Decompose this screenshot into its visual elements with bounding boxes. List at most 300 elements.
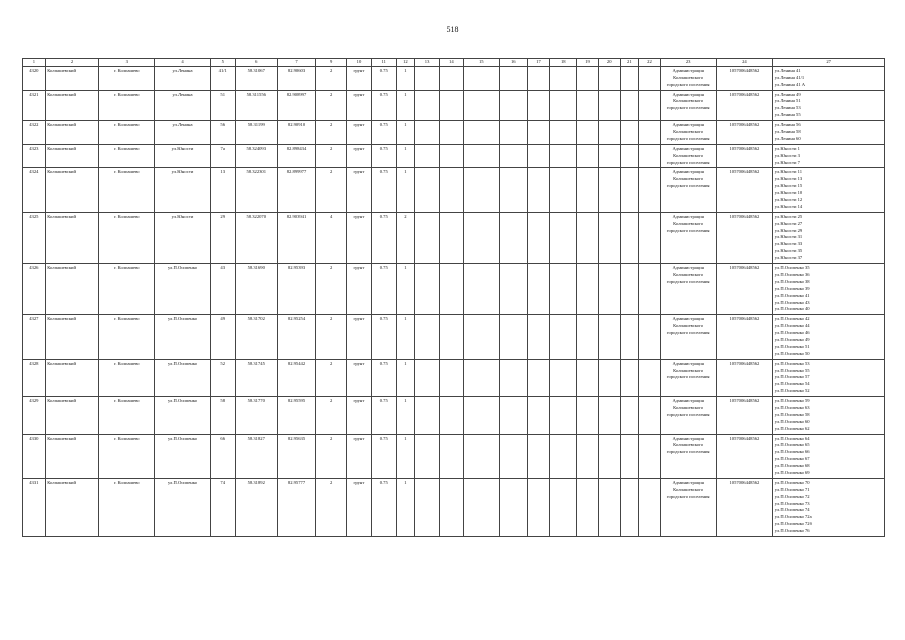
address-line: ул.Ленина 41 А bbox=[774, 81, 806, 87]
address-line: ул.П.Осипенко 72а bbox=[774, 514, 812, 520]
empty-cell bbox=[499, 478, 527, 536]
owner-cell: Администрация Колпашевского городского поселения bbox=[660, 359, 716, 396]
address-line: ул.П.Осипенко 59 bbox=[774, 398, 810, 404]
address-line: ул.П.Осипенко 52 bbox=[774, 388, 810, 394]
empty-cell bbox=[463, 144, 499, 168]
district-cell: Колпашевский bbox=[45, 264, 99, 315]
empty-cell bbox=[577, 434, 599, 478]
address-line: ул.П.Осипенко 68 bbox=[774, 463, 810, 469]
surface-type-cell: грунт bbox=[347, 397, 372, 434]
district-cell: Колпашевский bbox=[45, 315, 99, 359]
ogrn-cell: 1057006448562 bbox=[716, 397, 773, 434]
ogrn-cell: 1057006448562 bbox=[716, 144, 773, 168]
register-table bbox=[22, 58, 885, 537]
table-row bbox=[23, 121, 885, 145]
ogrn-cell: 1057006448562 bbox=[716, 478, 773, 536]
empty-cell bbox=[415, 359, 440, 396]
street-cell: ул.П.Осипенко bbox=[155, 315, 211, 359]
column-header: 5 bbox=[210, 59, 235, 67]
street-cell: ул.П.Осипенко bbox=[155, 397, 211, 434]
empty-cell bbox=[639, 315, 661, 359]
column-header: 19 bbox=[577, 59, 599, 67]
address-line: ул.П.Осипенко 72б bbox=[774, 521, 812, 527]
city-cell: г. Колпашево bbox=[99, 90, 155, 121]
column-header: 11 bbox=[371, 59, 396, 67]
address-line: ул.П.Осипенко 36 bbox=[774, 271, 810, 277]
address-line: ул.Юности 11 bbox=[774, 169, 803, 175]
empty-cell bbox=[415, 397, 440, 434]
empty-cell bbox=[463, 121, 499, 145]
address-line: ул.П.Осипенко 64 bbox=[774, 435, 810, 441]
empty-cell bbox=[620, 315, 639, 359]
latitude-cell: 58.31702 bbox=[235, 315, 277, 359]
empty-cell bbox=[598, 397, 620, 434]
address-line: ул.П.Осипенко 40 bbox=[774, 306, 810, 312]
surface-type-cell: грунт bbox=[347, 90, 372, 121]
ogrn-cell: 1057006448562 bbox=[716, 121, 773, 145]
owner-cell: Администрация Колпашевского городского поселения bbox=[660, 315, 716, 359]
empty-cell bbox=[439, 359, 463, 396]
served-addresses-cell bbox=[773, 168, 885, 212]
empty-cell bbox=[577, 66, 599, 90]
empty-cell bbox=[463, 90, 499, 121]
address-line: ул.П.Осипенко 43 bbox=[774, 299, 810, 305]
owner-cell: Администрация Колпашевского городского поселения bbox=[660, 121, 716, 145]
street-cell: ул.Юности bbox=[155, 168, 211, 212]
ogrn-cell: 1057006448562 bbox=[716, 434, 773, 478]
address-line: ул.Ленина 53 bbox=[774, 105, 801, 111]
owner-cell: Администрация Колпашевского городского поселения bbox=[660, 66, 716, 90]
empty-cell bbox=[598, 121, 620, 145]
district-cell: Колпашевский bbox=[45, 397, 99, 434]
city-cell: г. Колпашево bbox=[99, 66, 155, 90]
empty-cell bbox=[415, 168, 440, 212]
empty-cell bbox=[527, 90, 550, 121]
table-row bbox=[23, 478, 885, 536]
empty-cell bbox=[415, 434, 440, 478]
empty-cell bbox=[439, 478, 463, 536]
surface-type-cell: грунт bbox=[347, 212, 372, 263]
longitude-cell: 82.95442 bbox=[277, 359, 315, 396]
empty-cell bbox=[499, 168, 527, 212]
containers-count-cell: 2 bbox=[316, 168, 347, 212]
house-number-cell: 41/1 bbox=[210, 66, 235, 90]
address-line: ул.Юности 1 bbox=[774, 145, 800, 151]
table-row bbox=[23, 66, 885, 90]
empty-cell bbox=[577, 121, 599, 145]
column-header: 15 bbox=[463, 59, 499, 67]
surface-type-cell: грунт bbox=[347, 478, 372, 536]
address-line: ул.П.Осипенко 38 bbox=[774, 278, 810, 284]
table-row bbox=[23, 212, 885, 263]
empty-cell bbox=[550, 212, 577, 263]
empty-cell bbox=[639, 359, 661, 396]
owner-cell: Администрация Колпашевского городского поселения bbox=[660, 478, 716, 536]
latitude-cell: 58.324093 bbox=[235, 144, 277, 168]
city-cell: г. Колпашево bbox=[99, 212, 155, 263]
record-id: 4331 bbox=[23, 478, 46, 536]
containers-count-cell: 2 bbox=[316, 434, 347, 478]
empty-cell bbox=[439, 168, 463, 212]
empty-cell bbox=[550, 434, 577, 478]
column-header: 23 bbox=[660, 59, 716, 67]
address-line: ул.П.Осипенко 60 bbox=[774, 418, 810, 424]
column-header: 2 bbox=[45, 59, 99, 67]
house-number-cell: 29 bbox=[210, 212, 235, 263]
empty-cell bbox=[415, 144, 440, 168]
empty-cell bbox=[527, 121, 550, 145]
latitude-cell: 58.31745 bbox=[235, 359, 277, 396]
empty-cell bbox=[620, 144, 639, 168]
address-line: ул.Ленина 60 bbox=[774, 135, 801, 141]
latitude-cell: 58.311556 bbox=[235, 90, 277, 121]
column-header: 12 bbox=[396, 59, 415, 67]
containers-count-cell: 2 bbox=[316, 315, 347, 359]
owner-cell: Администрация Колпашевского городского поселения bbox=[660, 264, 716, 315]
address-line: ул.П.Осипенко 65 bbox=[774, 442, 810, 448]
col12-cell: 1 bbox=[396, 359, 415, 396]
latitude-cell: 58.31690 bbox=[235, 264, 277, 315]
empty-cell bbox=[527, 434, 550, 478]
empty-cell bbox=[550, 121, 577, 145]
empty-cell bbox=[577, 397, 599, 434]
column-header: 21 bbox=[620, 59, 639, 67]
col12-cell: 1 bbox=[396, 315, 415, 359]
ogrn-cell: 1057006448562 bbox=[716, 90, 773, 121]
longitude-cell: 82.90910 bbox=[277, 121, 315, 145]
address-line: ул.П.Осипенко 74 bbox=[774, 507, 810, 513]
volume-cell: 0.75 bbox=[371, 66, 396, 90]
surface-type-cell: грунт bbox=[347, 315, 372, 359]
empty-cell bbox=[439, 144, 463, 168]
address-line: ул.П.Осипенко 70 bbox=[774, 479, 810, 485]
empty-cell bbox=[463, 264, 499, 315]
served-addresses-cell bbox=[773, 121, 885, 145]
empty-cell bbox=[527, 478, 550, 536]
street-cell: ул.П.Осипенко bbox=[155, 434, 211, 478]
table-row bbox=[23, 397, 885, 434]
empty-cell bbox=[620, 90, 639, 121]
ogrn-cell: 1057006448562 bbox=[716, 212, 773, 263]
empty-cell bbox=[550, 90, 577, 121]
address-line: ул.П.Осипенко 54 bbox=[774, 381, 810, 387]
empty-cell bbox=[415, 315, 440, 359]
district-cell: Колпашевский bbox=[45, 90, 99, 121]
city-cell: г. Колпашево bbox=[99, 168, 155, 212]
empty-cell bbox=[527, 144, 550, 168]
district-cell: Колпашевский bbox=[45, 144, 99, 168]
address-line: ул.П.Осипенко 76 bbox=[774, 528, 810, 534]
city-cell: г. Колпашево bbox=[99, 264, 155, 315]
empty-cell bbox=[598, 212, 620, 263]
surface-type-cell: грунт bbox=[347, 168, 372, 212]
address-line: ул.Юности 35 bbox=[774, 248, 803, 254]
address-line: ул.П.Осипенко 71 bbox=[774, 486, 810, 492]
record-id: 4324 bbox=[23, 168, 46, 212]
owner-cell: Администрация Колпашевского городского поселения bbox=[660, 168, 716, 212]
volume-cell: 0.75 bbox=[371, 359, 396, 396]
address-line: ул.П.Осипенко 44 bbox=[774, 323, 810, 329]
empty-cell bbox=[639, 66, 661, 90]
empty-cell bbox=[439, 397, 463, 434]
empty-cell bbox=[499, 90, 527, 121]
empty-cell bbox=[439, 315, 463, 359]
col12-cell: 1 bbox=[396, 66, 415, 90]
address-line: ул.Юности 10 bbox=[774, 190, 803, 196]
house-number-cell: 58 bbox=[210, 397, 235, 434]
empty-cell bbox=[550, 168, 577, 212]
latitude-cell: 58.31199 bbox=[235, 121, 277, 145]
house-number-cell: 56 bbox=[210, 121, 235, 145]
city-cell: г. Колпашево bbox=[99, 434, 155, 478]
empty-cell bbox=[415, 121, 440, 145]
volume-cell: 0.75 bbox=[371, 434, 396, 478]
record-id: 4329 bbox=[23, 397, 46, 434]
longitude-cell: 82.908997 bbox=[277, 90, 315, 121]
surface-type-cell: грунт bbox=[347, 359, 372, 396]
address-line: ул.Юности 25 bbox=[774, 213, 803, 219]
empty-cell bbox=[499, 397, 527, 434]
empty-cell bbox=[639, 212, 661, 263]
empty-cell bbox=[577, 144, 599, 168]
record-id: 4328 bbox=[23, 359, 46, 396]
volume-cell: 0.75 bbox=[371, 212, 396, 263]
address-line: ул.Юности 27 bbox=[774, 220, 803, 226]
volume-cell: 0.75 bbox=[371, 397, 396, 434]
containers-count-cell: 4 bbox=[316, 212, 347, 263]
empty-cell bbox=[577, 212, 599, 263]
longitude-cell: 82.899977 bbox=[277, 168, 315, 212]
empty-cell bbox=[620, 212, 639, 263]
containers-count-cell: 2 bbox=[316, 264, 347, 315]
empty-cell bbox=[598, 359, 620, 396]
address-line: ул.Юности 29 bbox=[774, 227, 803, 233]
empty-cell bbox=[550, 397, 577, 434]
empty-cell bbox=[598, 264, 620, 315]
empty-cell bbox=[639, 397, 661, 434]
address-line: ул.П.Осипенко 35 bbox=[774, 265, 810, 271]
district-cell: Колпашевский bbox=[45, 66, 99, 90]
volume-cell: 0.75 bbox=[371, 121, 396, 145]
containers-count-cell: 2 bbox=[316, 359, 347, 396]
empty-cell bbox=[577, 168, 599, 212]
col12-cell: 1 bbox=[396, 478, 415, 536]
empty-cell bbox=[499, 434, 527, 478]
empty-cell bbox=[639, 434, 661, 478]
empty-cell bbox=[527, 168, 550, 212]
empty-cell bbox=[598, 315, 620, 359]
col12-cell: 1 bbox=[396, 434, 415, 478]
empty-cell bbox=[527, 264, 550, 315]
column-header: 16 bbox=[499, 59, 527, 67]
empty-cell bbox=[415, 212, 440, 263]
address-line: ул.Ленина 41/1 bbox=[774, 74, 805, 80]
empty-cell bbox=[463, 168, 499, 212]
table-row bbox=[23, 315, 885, 359]
empty-cell bbox=[439, 66, 463, 90]
empty-cell bbox=[463, 212, 499, 263]
district-cell: Колпашевский bbox=[45, 212, 99, 263]
column-header: 20 bbox=[598, 59, 620, 67]
address-line: ул.Ленина 55 bbox=[774, 112, 801, 118]
empty-cell bbox=[620, 478, 639, 536]
house-number-cell: 49 bbox=[210, 315, 235, 359]
empty-cell bbox=[620, 359, 639, 396]
empty-cell bbox=[598, 90, 620, 121]
column-header: 4 bbox=[155, 59, 211, 67]
street-cell: ул.Ленина bbox=[155, 90, 211, 121]
address-line: ул.Юности 7 bbox=[774, 159, 800, 165]
col12-cell: 1 bbox=[396, 90, 415, 121]
record-id: 4327 bbox=[23, 315, 46, 359]
column-header: 9 bbox=[316, 59, 347, 67]
owner-cell: Администрация Колпашевского городского поселения bbox=[660, 397, 716, 434]
empty-cell bbox=[550, 66, 577, 90]
city-cell: г. Колпашево bbox=[99, 315, 155, 359]
address-line: ул.Юности 14 bbox=[774, 203, 803, 209]
empty-cell bbox=[439, 212, 463, 263]
empty-cell bbox=[598, 434, 620, 478]
column-header: 1 bbox=[23, 59, 46, 67]
address-line: ул.П.Осипенко 53 bbox=[774, 360, 810, 366]
empty-cell bbox=[550, 144, 577, 168]
empty-cell bbox=[463, 434, 499, 478]
containers-count-cell: 2 bbox=[316, 66, 347, 90]
col12-cell: 1 bbox=[396, 144, 415, 168]
address-line: ул.П.Осипенко 58 bbox=[774, 411, 810, 417]
owner-cell: Администрация Колпашевского городского поселения bbox=[660, 90, 716, 121]
volume-cell: 0.75 bbox=[371, 144, 396, 168]
address-line: ул.П.Осипенко 72 bbox=[774, 493, 810, 499]
district-cell: Колпашевский bbox=[45, 168, 99, 212]
served-addresses-cell bbox=[773, 264, 885, 315]
empty-cell bbox=[639, 478, 661, 536]
address-line: ул.П.Осипенко 51 bbox=[774, 343, 810, 349]
empty-cell bbox=[639, 168, 661, 212]
table-row bbox=[23, 90, 885, 121]
empty-cell bbox=[620, 66, 639, 90]
ogrn-cell: 1057006448562 bbox=[716, 359, 773, 396]
empty-cell bbox=[639, 90, 661, 121]
column-header: 13 bbox=[415, 59, 440, 67]
empty-cell bbox=[577, 359, 599, 396]
col12-cell: 1 bbox=[396, 121, 415, 145]
street-cell: ул.Юности bbox=[155, 144, 211, 168]
empty-cell bbox=[527, 212, 550, 263]
column-header: 27 bbox=[773, 59, 885, 67]
served-addresses-cell bbox=[773, 212, 885, 263]
column-number-row bbox=[23, 59, 885, 67]
empty-cell bbox=[598, 478, 620, 536]
column-header: 17 bbox=[527, 59, 550, 67]
address-line: ул.П.Осипенко 42 bbox=[774, 316, 810, 322]
longitude-cell: 82.95635 bbox=[277, 434, 315, 478]
empty-cell bbox=[527, 359, 550, 396]
empty-cell bbox=[463, 315, 499, 359]
record-id: 4322 bbox=[23, 121, 46, 145]
empty-cell bbox=[598, 144, 620, 168]
empty-cell bbox=[415, 90, 440, 121]
address-line: ул.П.Осипенко 73 bbox=[774, 500, 810, 506]
table-row bbox=[23, 264, 885, 315]
empty-cell bbox=[527, 315, 550, 359]
column-header: 7 bbox=[277, 59, 315, 67]
empty-cell bbox=[577, 478, 599, 536]
col12-cell: 1 bbox=[396, 264, 415, 315]
empty-cell bbox=[639, 144, 661, 168]
served-addresses-cell bbox=[773, 397, 885, 434]
longitude-cell: 82.903941 bbox=[277, 212, 315, 263]
address-line: ул.П.Осипенко 62 bbox=[774, 425, 810, 431]
record-id: 4321 bbox=[23, 90, 46, 121]
column-header: 6 bbox=[235, 59, 277, 67]
containers-count-cell: 2 bbox=[316, 90, 347, 121]
served-addresses-cell bbox=[773, 90, 885, 121]
record-id: 4325 bbox=[23, 212, 46, 263]
empty-cell bbox=[439, 121, 463, 145]
latitude-cell: 58.31892 bbox=[235, 478, 277, 536]
address-line: ул.Ленина 56 bbox=[774, 122, 801, 128]
empty-cell bbox=[620, 121, 639, 145]
address-line: ул.Юности 13 bbox=[774, 176, 803, 182]
volume-cell: 0.75 bbox=[371, 315, 396, 359]
empty-cell bbox=[463, 478, 499, 536]
empty-cell bbox=[620, 397, 639, 434]
column-header: 22 bbox=[639, 59, 661, 67]
owner-cell: Администрация Колпашевского городского поселения bbox=[660, 212, 716, 263]
empty-cell bbox=[620, 434, 639, 478]
house-number-cell: 51 bbox=[210, 90, 235, 121]
owner-cell: Администрация Колпашевского городского поселения bbox=[660, 434, 716, 478]
empty-cell bbox=[463, 359, 499, 396]
containers-count-cell: 2 bbox=[316, 478, 347, 536]
containers-count-cell: 2 bbox=[316, 121, 347, 145]
address-line: ул.П.Осипенко 66 bbox=[774, 449, 810, 455]
empty-cell bbox=[577, 264, 599, 315]
col12-cell: 1 bbox=[396, 397, 415, 434]
street-cell: ул.Ленина bbox=[155, 66, 211, 90]
longitude-cell: 82.95595 bbox=[277, 397, 315, 434]
empty-cell bbox=[639, 264, 661, 315]
empty-cell bbox=[439, 264, 463, 315]
address-line: ул.Юности 31 bbox=[774, 234, 803, 240]
record-id: 4330 bbox=[23, 434, 46, 478]
address-line: ул.Ленина 58 bbox=[774, 129, 801, 135]
volume-cell: 0.75 bbox=[371, 264, 396, 315]
table-row bbox=[23, 434, 885, 478]
empty-cell bbox=[499, 66, 527, 90]
address-line: ул.П.Осипенко 46 bbox=[774, 330, 810, 336]
column-header: 3 bbox=[99, 59, 155, 67]
longitude-cell: 82.95254 bbox=[277, 315, 315, 359]
table-row bbox=[23, 144, 885, 168]
column-header: 14 bbox=[439, 59, 463, 67]
empty-cell bbox=[620, 168, 639, 212]
empty-cell bbox=[527, 397, 550, 434]
record-id: 4323 bbox=[23, 144, 46, 168]
ogrn-cell: 1057006448562 bbox=[716, 168, 773, 212]
city-cell: г. Колпашево bbox=[99, 397, 155, 434]
empty-cell bbox=[499, 315, 527, 359]
empty-cell bbox=[415, 264, 440, 315]
street-cell: ул.П.Осипенко bbox=[155, 359, 211, 396]
house-number-cell: 13 bbox=[210, 168, 235, 212]
city-cell: г. Колпашево bbox=[99, 121, 155, 145]
record-id: 4320 bbox=[23, 66, 46, 90]
latitude-cell: 58.31770 bbox=[235, 397, 277, 434]
page-number: 518 bbox=[446, 25, 459, 34]
empty-cell bbox=[577, 90, 599, 121]
